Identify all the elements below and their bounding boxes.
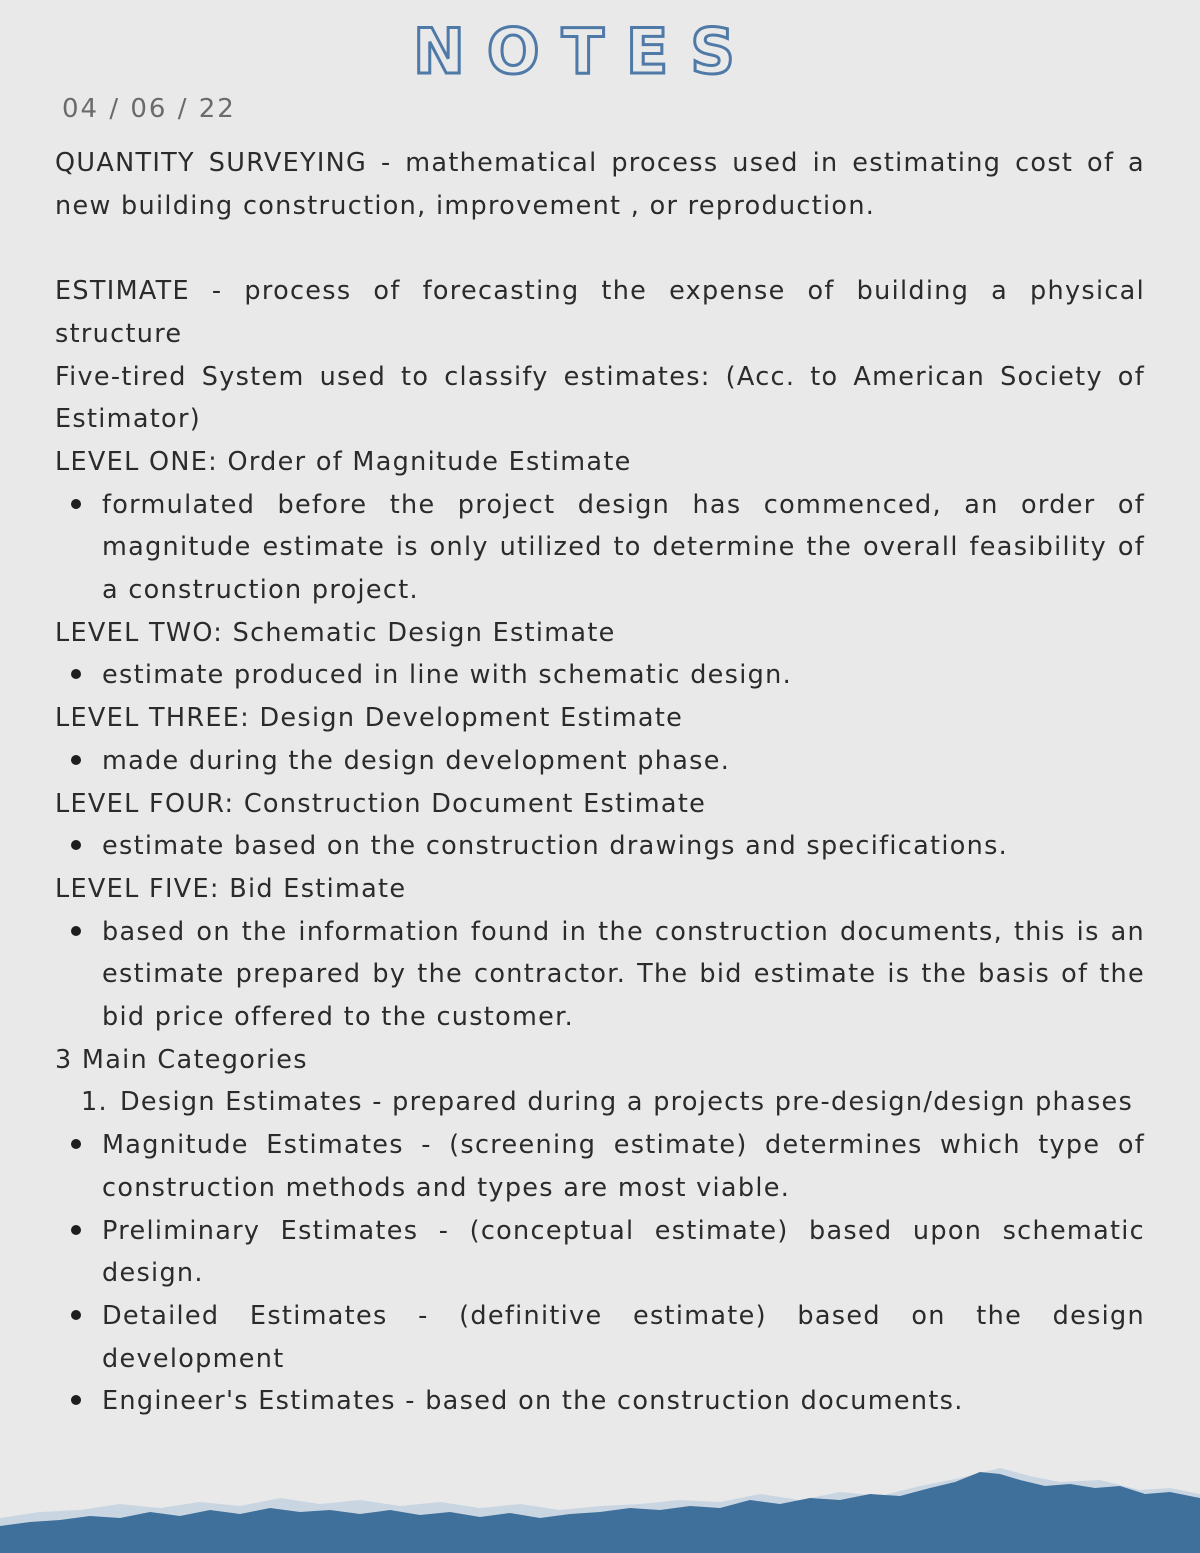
detailed-estimates-text: Detailed Estimates - (definitive estimate) based on the design development: [102, 1300, 1145, 1374]
numbered-item: [55, 1081, 1145, 1124]
level-five-text: based on the information found in the construction documents, this is an estimate prepared by the contractor. The bid estimate is the basis of the bid price offered to the customer.: [102, 916, 1145, 1033]
notes-body: [55, 142, 1145, 1423]
list-item: [55, 825, 1145, 868]
level-one-text: formulated before the project design has commenced, an order of magnitude estimate is only utilized to determine the overall feasibility of a construction project.: [102, 489, 1145, 606]
engineers-estimates-text: Engineer's Estimates - based on the construction documents.: [102, 1386, 964, 1417]
level-three-text: made during the design development phase.: [102, 745, 731, 776]
list-item: [55, 1124, 1145, 1209]
design-estimates-text: Design Estimates - prepared during a projects pre-design/design phases: [120, 1087, 1134, 1118]
level-three-heading: LEVEL THREE: Design Development Estimate: [55, 703, 684, 734]
bullet-icon: [71, 1395, 81, 1405]
level-four-heading: LEVEL FOUR: Construction Document Estimate: [55, 788, 707, 819]
list-item: [55, 740, 1145, 783]
list-item: [55, 654, 1145, 697]
list-number: 1.: [81, 1087, 108, 1118]
bullet-icon: [71, 926, 81, 936]
definition-quantity-surveying: QUANTITY SURVEYING - mathematical process used in estimating cost of a new building construction, improvement , or reproduction.: [55, 148, 1145, 221]
preliminary-estimates-text: Preliminary Estimates - (conceptual estimate) based upon schematic design.: [102, 1215, 1145, 1289]
note-date: 04 / 06 / 22: [62, 94, 236, 124]
bullet-icon: [71, 669, 81, 679]
five-tier-intro: Five-tired System used to classify estimates: (Acc. to American Society of Estimator): [55, 361, 1145, 435]
list-item: [55, 484, 1145, 612]
torn-paper-wave-decoration: [0, 1460, 1200, 1553]
bullet-icon: [71, 755, 81, 765]
page-title: NOTES: [413, 15, 757, 88]
bullet-icon: [71, 1139, 81, 1149]
categories-heading: 3 Main Categories: [55, 1044, 308, 1075]
definition-estimate: ESTIMATE - process of forecasting the expense of building a physical structure: [55, 276, 1145, 349]
level-two-heading: LEVEL TWO: Schematic Design Estimate: [55, 617, 616, 648]
level-one-heading: LEVEL ONE: Order of Magnitude Estimate: [55, 446, 632, 477]
blank-line: [55, 227, 1145, 270]
list-item: [55, 1295, 1145, 1380]
bullet-icon: [71, 499, 81, 509]
level-five-heading: LEVEL FIVE: Bid Estimate: [55, 873, 407, 904]
list-item: [55, 1210, 1145, 1295]
bullet-icon: [71, 840, 81, 850]
level-two-text: estimate produced in line with schematic design.: [102, 660, 792, 691]
bullet-icon: [71, 1225, 81, 1235]
list-item: [55, 911, 1145, 1039]
magnitude-estimates-text: Magnitude Estimates - (screening estimate) determines which type of construction methods and types are most viable.: [102, 1130, 1145, 1203]
level-four-text: estimate based on the construction drawings and specifications.: [102, 831, 1009, 862]
list-item: [55, 1380, 1145, 1423]
bullet-icon: [71, 1310, 81, 1320]
